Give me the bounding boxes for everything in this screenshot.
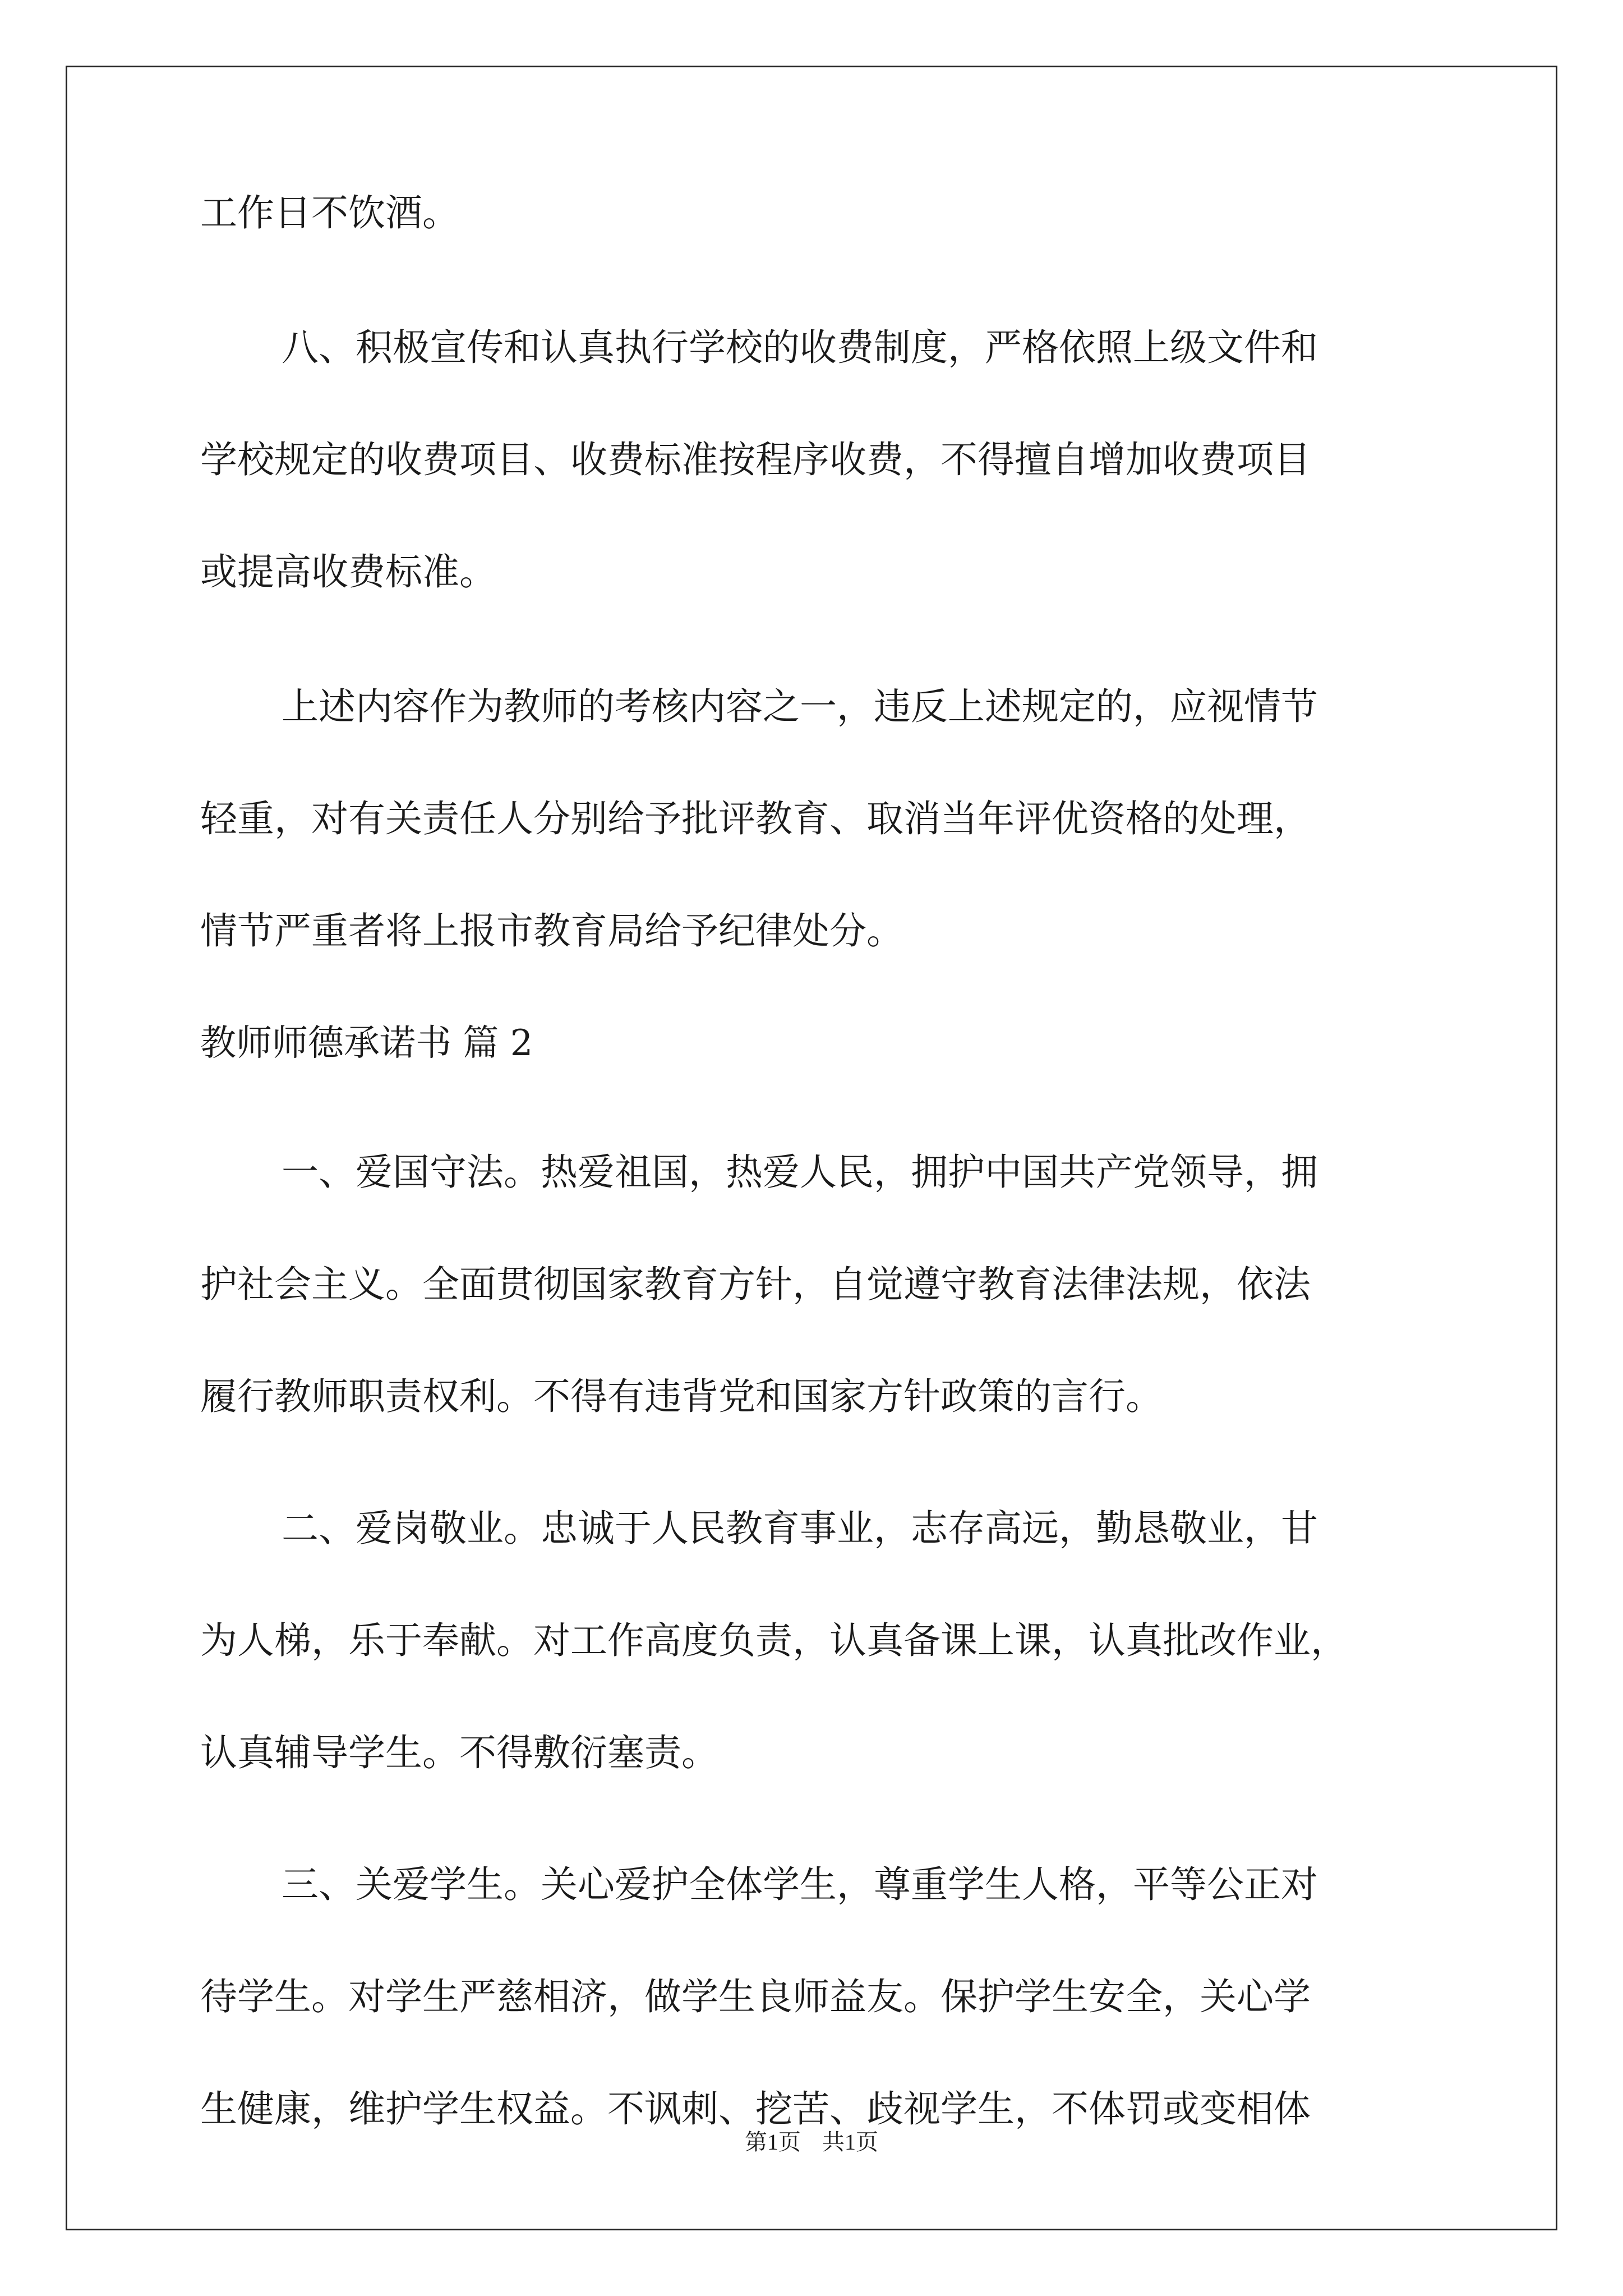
page-footer: [0, 2128, 1623, 2156]
text-line: 情节严重者将上报市教育局给予纪律处分。: [200, 909, 903, 953]
text-line: 或提高收费标准。: [200, 550, 496, 593]
text-line: 二、爱岗敬业。忠诚于人民教育事业，志存高远，勤恳敬业，甘: [282, 1507, 1318, 1550]
text-line: 轻重，对有关责任人分别给予批评教育、取消当年评优资格的处理，: [200, 797, 1311, 840]
text-line: 上述内容作为教师的考核内容之一，违反上述规定的，应视情节: [282, 685, 1318, 728]
page-total: 共1页: [822, 2129, 878, 2155]
page-number: 第1页: [745, 2129, 801, 2155]
text-line: 学校规定的收费项目、收费标准按程序收费，不得擅自增加收费项目: [200, 438, 1311, 481]
text-line: 护社会主义。全面贯彻国家教育方针，自觉遵守教育法律法规，依法: [200, 1263, 1311, 1306]
text-line: 生健康，维护学生权益。不讽刺、挖苦、歧视学生，不体罚或变相体: [200, 2087, 1311, 2131]
text-line: 三、关爱学生。关心爱护全体学生，尊重学生人格，平等公正对: [282, 1863, 1318, 1906]
text-line: 一、爱国守法。热爱祖国，热爱人民，拥护中国共产党领导，拥: [282, 1151, 1318, 1194]
text-line: 认真辅导学生。不得敷衍塞责。: [200, 1731, 718, 1774]
text-line: 为人梯，乐于奉献。对工作高度负责，认真备课上课，认真批改作业，: [200, 1619, 1348, 1662]
section-heading: 教师师德承诺书 篇 2: [200, 1023, 533, 1064]
text-line: 待学生。对学生严慈相济，做学生良师益友。保护学生安全，关心学: [200, 1975, 1311, 2018]
text-line: 履行教师职责权利。不得有违背党和国家方针政策的言行。: [200, 1375, 1163, 1418]
text-line: 工作日不饮酒。: [200, 191, 459, 234]
text-line: 八、积极宣传和认真执行学校的收费制度，严格依照上级文件和: [282, 326, 1318, 369]
